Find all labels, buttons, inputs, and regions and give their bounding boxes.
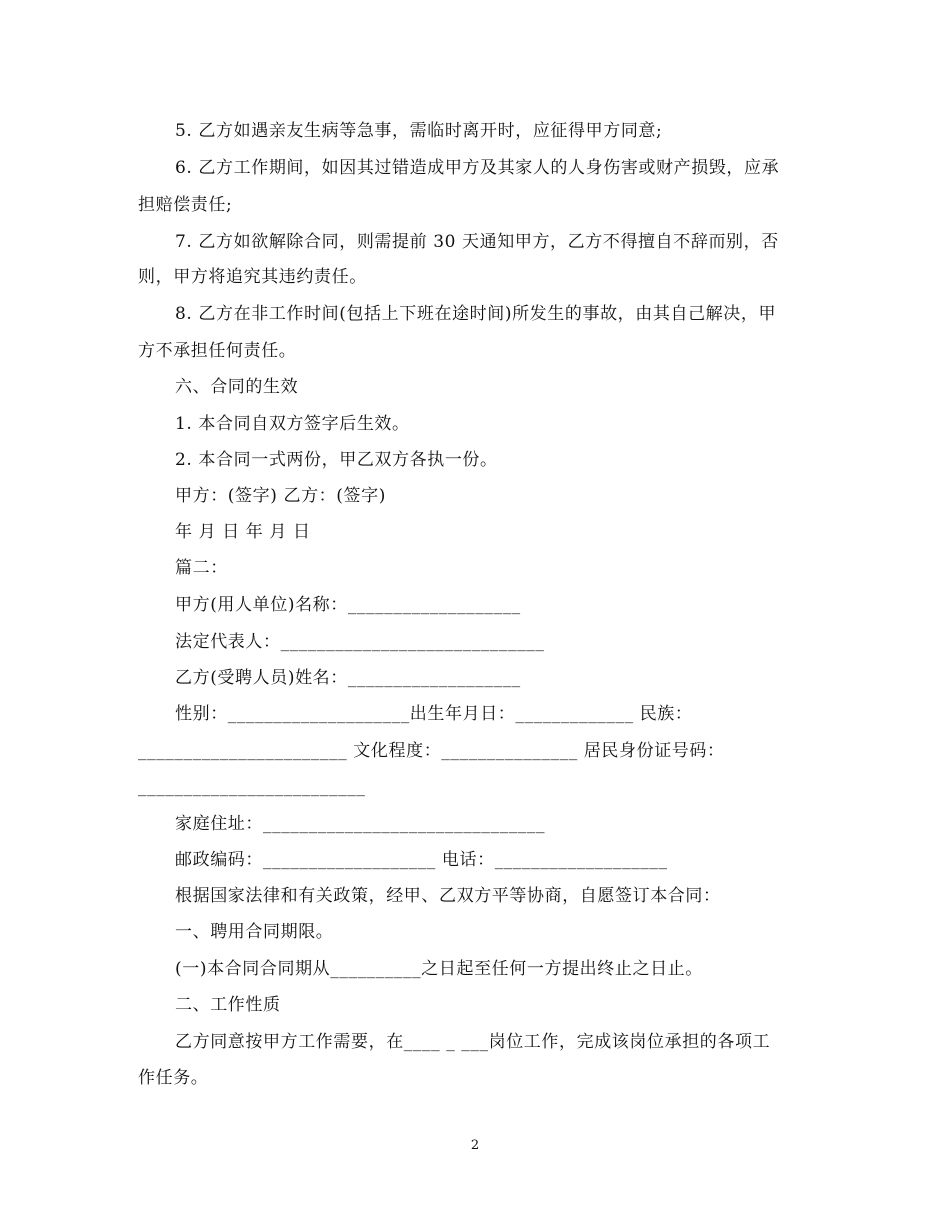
id-number-blank: _________________________: [138, 777, 366, 797]
effect-clause-1: 1. 本合同自双方签字后生效。: [175, 414, 410, 434]
clause-6-line-2: 担赔偿责任;: [138, 195, 233, 215]
part-two-heading: 篇二：: [175, 558, 228, 578]
employee-name-field: 乙方(受聘人员)姓名：___________________: [175, 668, 521, 688]
agreement-preamble: 根据国家法律和有关政策，经甲、乙双方平等协商，自愿签订本合同：: [175, 886, 721, 906]
home-address-field: 家庭住址：_______________________________: [175, 814, 546, 834]
education-id-fields: _______________________ 文化程度：_______________ 居民身份证号码：: [138, 741, 725, 761]
gender-birth-ethnicity-fields: 性别：____________________出生年月日：_____________ 民族：: [175, 704, 693, 724]
postcode-phone-fields: 邮政编码：___________________ 电话：___________________: [175, 850, 668, 870]
clause-7-line-1: 7. 乙方如欲解除合同，则需提前 30 天通知甲方，乙方不得擅自不辞而别，否: [175, 232, 779, 252]
section-heading-nature: 二、工作性质: [175, 995, 281, 1015]
section-heading-effect: 六、合同的生效: [175, 377, 299, 397]
section-heading-term: 一、聘用合同期限。: [175, 922, 334, 942]
clause-5: 5. 乙方如遇亲友生病等急事，需临时离开时，应征得甲方同意;: [175, 121, 663, 141]
clause-7-line-2: 则，甲方将追究其违约责任。: [138, 267, 367, 287]
legal-representative-field: 法定代表人：_____________________________: [175, 632, 545, 652]
clause-8-line-1: 8. 乙方在非工作时间(包括上下班在途时间)所发生的事故，由其自己解决，甲: [175, 304, 777, 324]
term-clause-1: (一)本合同合同期从__________之日起至任何一方提出终止之日止。: [175, 959, 703, 979]
nature-clause-line-1: 乙方同意按甲方工作需要，在____ _ ___岗位工作，完成该岗位承担的各项工: [175, 1032, 771, 1052]
employer-name-field: 甲方(用人单位)名称：___________________: [175, 595, 521, 615]
signature-line: 甲方：(签字) 乙方：(签字): [175, 486, 386, 506]
page-number: 2: [470, 1138, 480, 1153]
date-line: 年 月 日 年 月 日: [175, 522, 311, 542]
clause-6-line-1: 6. 乙方工作期间，如因其过错造成甲方及其家人的人身伤害或财产损毁，应承: [175, 158, 780, 178]
clause-8-line-2: 方不承担任何责任。: [138, 341, 297, 361]
nature-clause-line-2: 作任务。: [138, 1068, 209, 1088]
effect-clause-2: 2. 本合同一式两份，甲乙双方各执一份。: [175, 450, 498, 470]
